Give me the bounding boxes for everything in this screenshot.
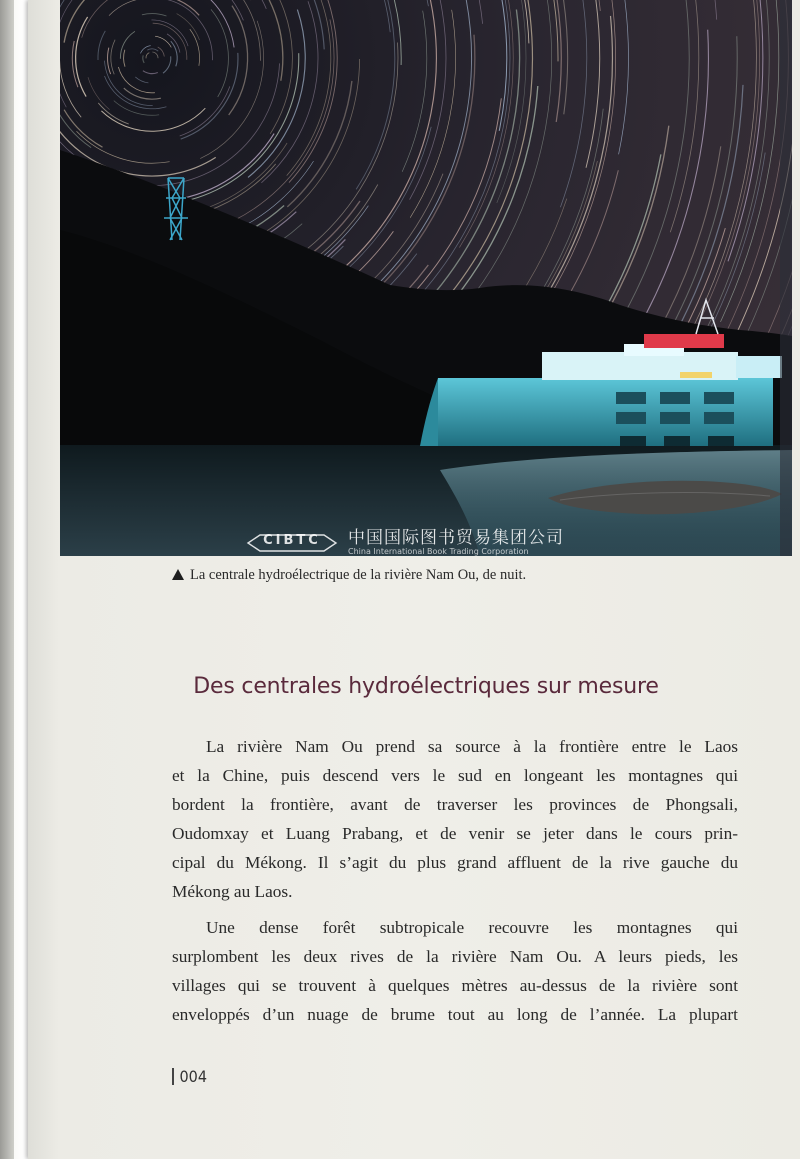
section-heading: Des centrales hydroélectriques sur mesure bbox=[193, 674, 659, 699]
triangle-up-icon bbox=[172, 569, 184, 580]
cibtc-logo bbox=[246, 532, 338, 554]
night-photo-hydro-plant bbox=[60, 0, 792, 556]
paragraph-1 bbox=[172, 732, 738, 907]
book-spine-edge bbox=[0, 0, 14, 1159]
page-number-bar bbox=[172, 1068, 174, 1085]
paragraph-2 bbox=[172, 913, 738, 1029]
page-number bbox=[172, 1067, 207, 1086]
caption-text: La centrale hydroélectrique de la rivière Nam Ou, de nuit. bbox=[190, 567, 527, 583]
body-text bbox=[172, 732, 738, 1029]
page-number-text: 004 bbox=[179, 1067, 207, 1086]
watermark-english-name: China International Book Trading Corporation bbox=[348, 547, 529, 556]
text-line: et la Chine, puis descend vers le sud en longeant les montagnes qui bbox=[172, 766, 738, 786]
text-line: villages qui se trouvent à quelques mètres au-dessus de la rivière sont bbox=[172, 975, 738, 995]
text-line: bordent la frontière, avant de traverser les provinces de Phongsali, bbox=[172, 795, 738, 815]
text-line: Oudomxay et Luang Prabang, et de venir se jeter dans le cours prin- bbox=[172, 824, 738, 844]
text-line: Une dense forêt subtropicale recouvre les montagnes qui bbox=[206, 917, 738, 937]
logo-text: CIBTC bbox=[263, 533, 321, 548]
text-line: Mékong au Laos. bbox=[172, 882, 293, 902]
watermark-chinese-name: 中国国际图书贸易集团公司 bbox=[348, 528, 564, 548]
publisher-watermark bbox=[246, 528, 566, 558]
photo-caption bbox=[172, 567, 526, 584]
text-line: cipal du Mékong. Il s’agit du plus grand affluent de la rive gauche du bbox=[172, 853, 738, 873]
text-line: La rivière Nam Ou prend sa source à la frontière entre le Laos bbox=[206, 737, 738, 756]
text-line: enveloppés d’un nuage de brume tout au long de l’année. La plupart bbox=[172, 1004, 738, 1024]
text-line: surplombent les deux rives de la rivière Nam Ou. A leurs pieds, les bbox=[172, 946, 738, 966]
